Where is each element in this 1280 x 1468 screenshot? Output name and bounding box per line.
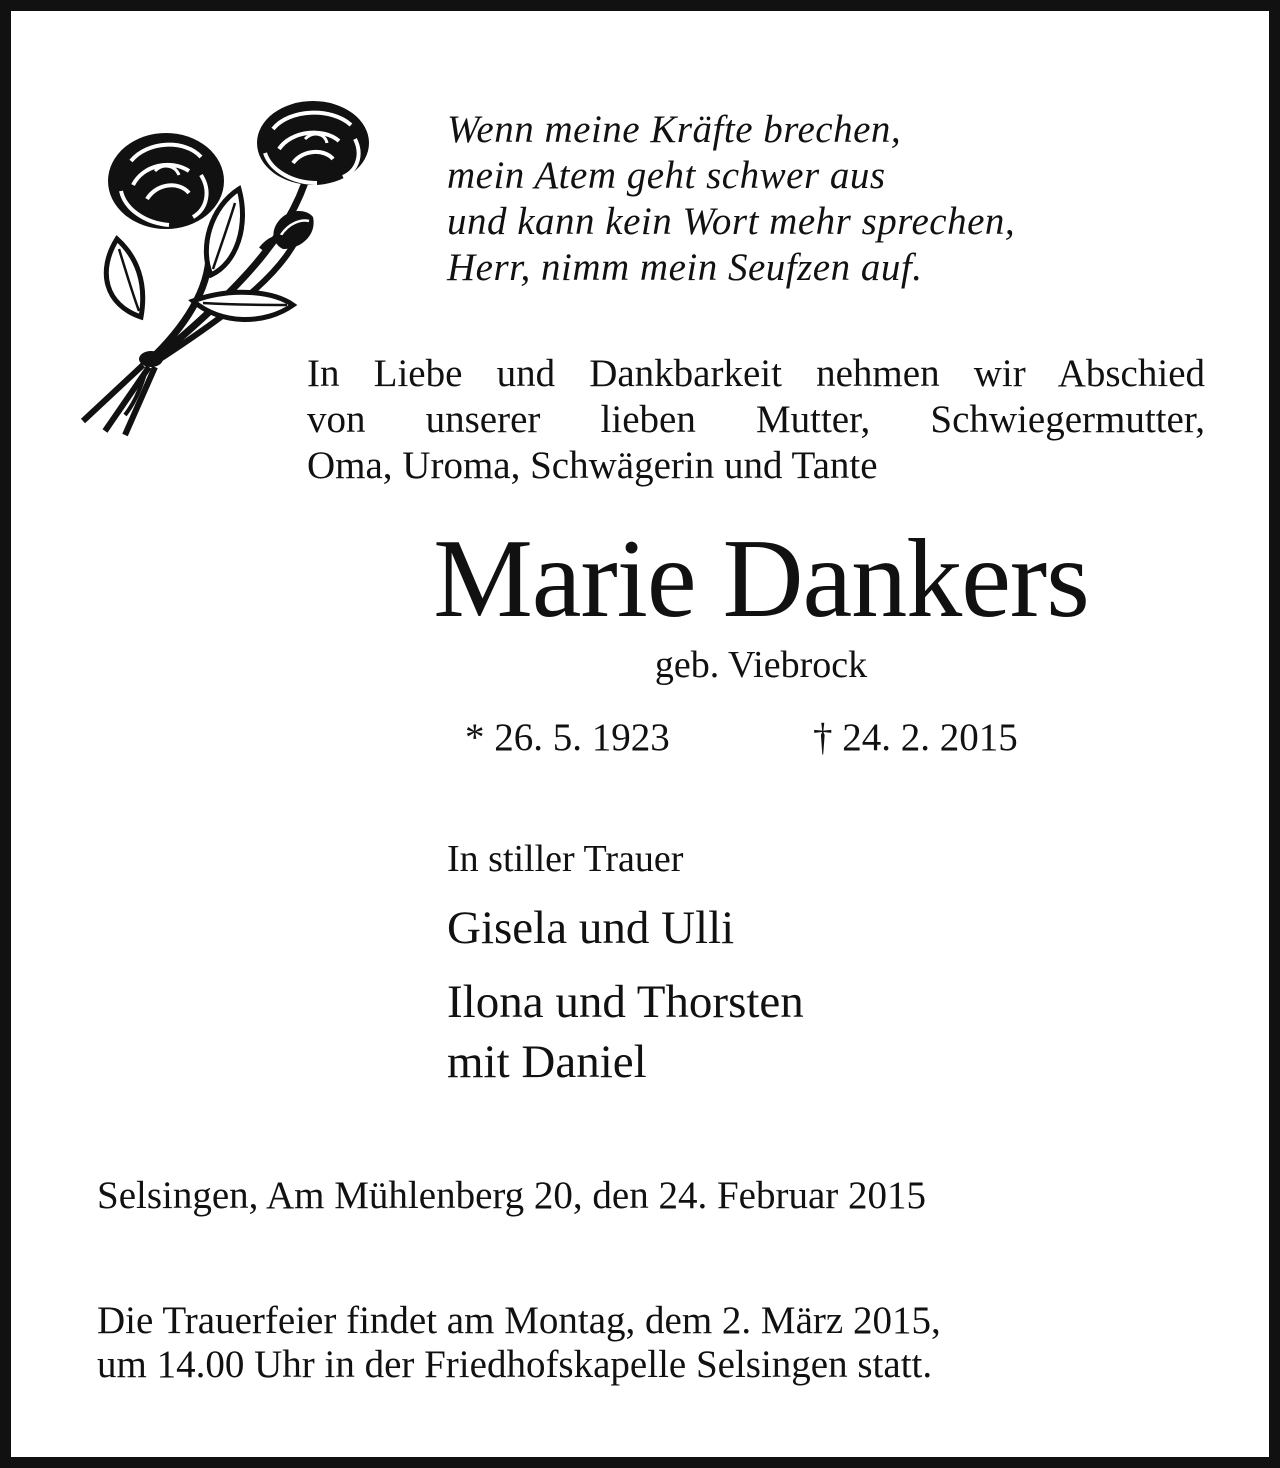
birth-date: * 26. 5. 1923	[465, 716, 670, 759]
poem-line: Herr, nimm mein Seufzen auf.	[447, 246, 923, 289]
intro-line: von unserer lieben Mutter, Schwiegermutter,	[307, 398, 1205, 441]
poem-line: Wenn meine Kräfte brechen,	[447, 108, 902, 151]
mourning-intro: In stiller Trauer	[447, 838, 684, 880]
poem-line: und kann kein Wort mehr sprechen,	[447, 200, 1016, 243]
mourner-name: Ilona und Thorsten	[447, 976, 804, 1028]
maiden-name: geb. Viebrock	[654, 644, 868, 686]
farewell-intro	[307, 351, 1205, 489]
mourner-name: mit Daniel	[447, 1036, 647, 1088]
mourner-name: Gisela und Ulli	[447, 902, 735, 954]
poem-line: mein Atem geht schwer aus	[447, 154, 886, 197]
funeral-service-info	[97, 1299, 941, 1387]
deceased-name: Marie Dankers	[433, 517, 1089, 641]
place-and-date: Selsingen, Am Mühlenberg 20, den 24. Februar 2015	[97, 1174, 927, 1217]
service-line: Die Trauerfeier findet am Montag, dem 2. März 2015,	[97, 1299, 941, 1342]
poem-verse	[447, 107, 1207, 291]
death-date: † 24. 2. 2015	[813, 716, 1018, 759]
service-line: um 14.00 Uhr in der Friedhofskapelle Selsingen statt.	[97, 1343, 933, 1386]
intro-line: Oma, Uroma, Schwägerin und Tante	[307, 444, 878, 487]
intro-line: In Liebe und Dankbarkeit nehmen wir Abschied	[307, 352, 1205, 395]
